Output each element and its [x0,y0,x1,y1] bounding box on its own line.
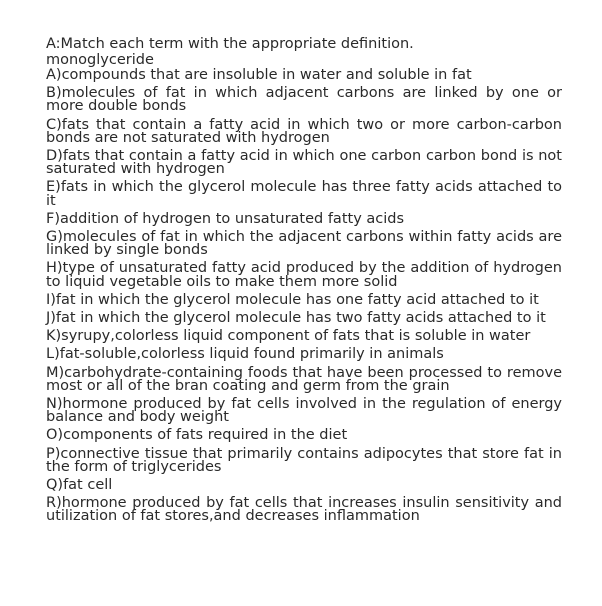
definition-option-d: D)fats that contain a fatty acid in which one carbon carbon bond is not saturated with hydrogen [46,148,562,178]
definition-option-m: M)carbohydrate-containing foods that have been processed to remove most or all of the bran coating and germ from the grain [46,364,562,394]
definition-option-q: Q)fat cell [46,477,113,494]
definition-option-n: N)hormone produced by fat cells involved in the regulation of energy balance and body weight [46,396,562,426]
term-to-match: monoglyceride [46,52,154,68]
definition-option-c: C)fats that contain a fatty acid in which two or more carbon-carbon bonds are not saturated with hydrogen [46,116,562,146]
definition-option-e: E)fats in which the glycerol molecule has three fatty acids attached to it [46,179,562,209]
definition-option-g: G)molecules of fat in which the adjacent carbons within fatty acids are linked by single bonds [46,229,562,259]
definition-option-k: K)syrupy,colorless liquid component of fats that is soluble in water [46,328,531,345]
definition-option-j: J)fat in which the glycerol molecule has two fatty acids attached to it [46,310,546,327]
definition-option-f: F)addition of hydrogen to unsaturated fatty acids [46,210,405,227]
definition-option-i: I)fat in which the glycerol molecule has one fatty acid attached to it [46,291,539,308]
definition-option-b: B)molecules of fat in which adjacent carbons are linked by one or more double bonds [46,85,562,115]
question-instruction: A:Match each term with the appropriate definition. [46,36,414,52]
definition-option-a: A)compounds that are insoluble in water and soluble in fat [46,67,472,83]
definition-option-r: R)hormone produced by fat cells that increases insulin sensitivity and utilization of fat stores,and decreases inflammation [46,495,562,525]
definition-option-l: L)fat-soluble,colorless liquid found primarily in animals [46,346,444,363]
definition-option-p: P)connective tissue that primarily contains adipocytes that store fat in the form of triglycerides [46,445,562,475]
definition-option-o: O)components of fats required in the diet [46,427,348,444]
definition-option-h: H)type of unsaturated fatty acid produced by the addition of hydrogen to liquid vegetable oils to make them more solid [46,260,562,290]
definition-options-list [46,69,562,524]
